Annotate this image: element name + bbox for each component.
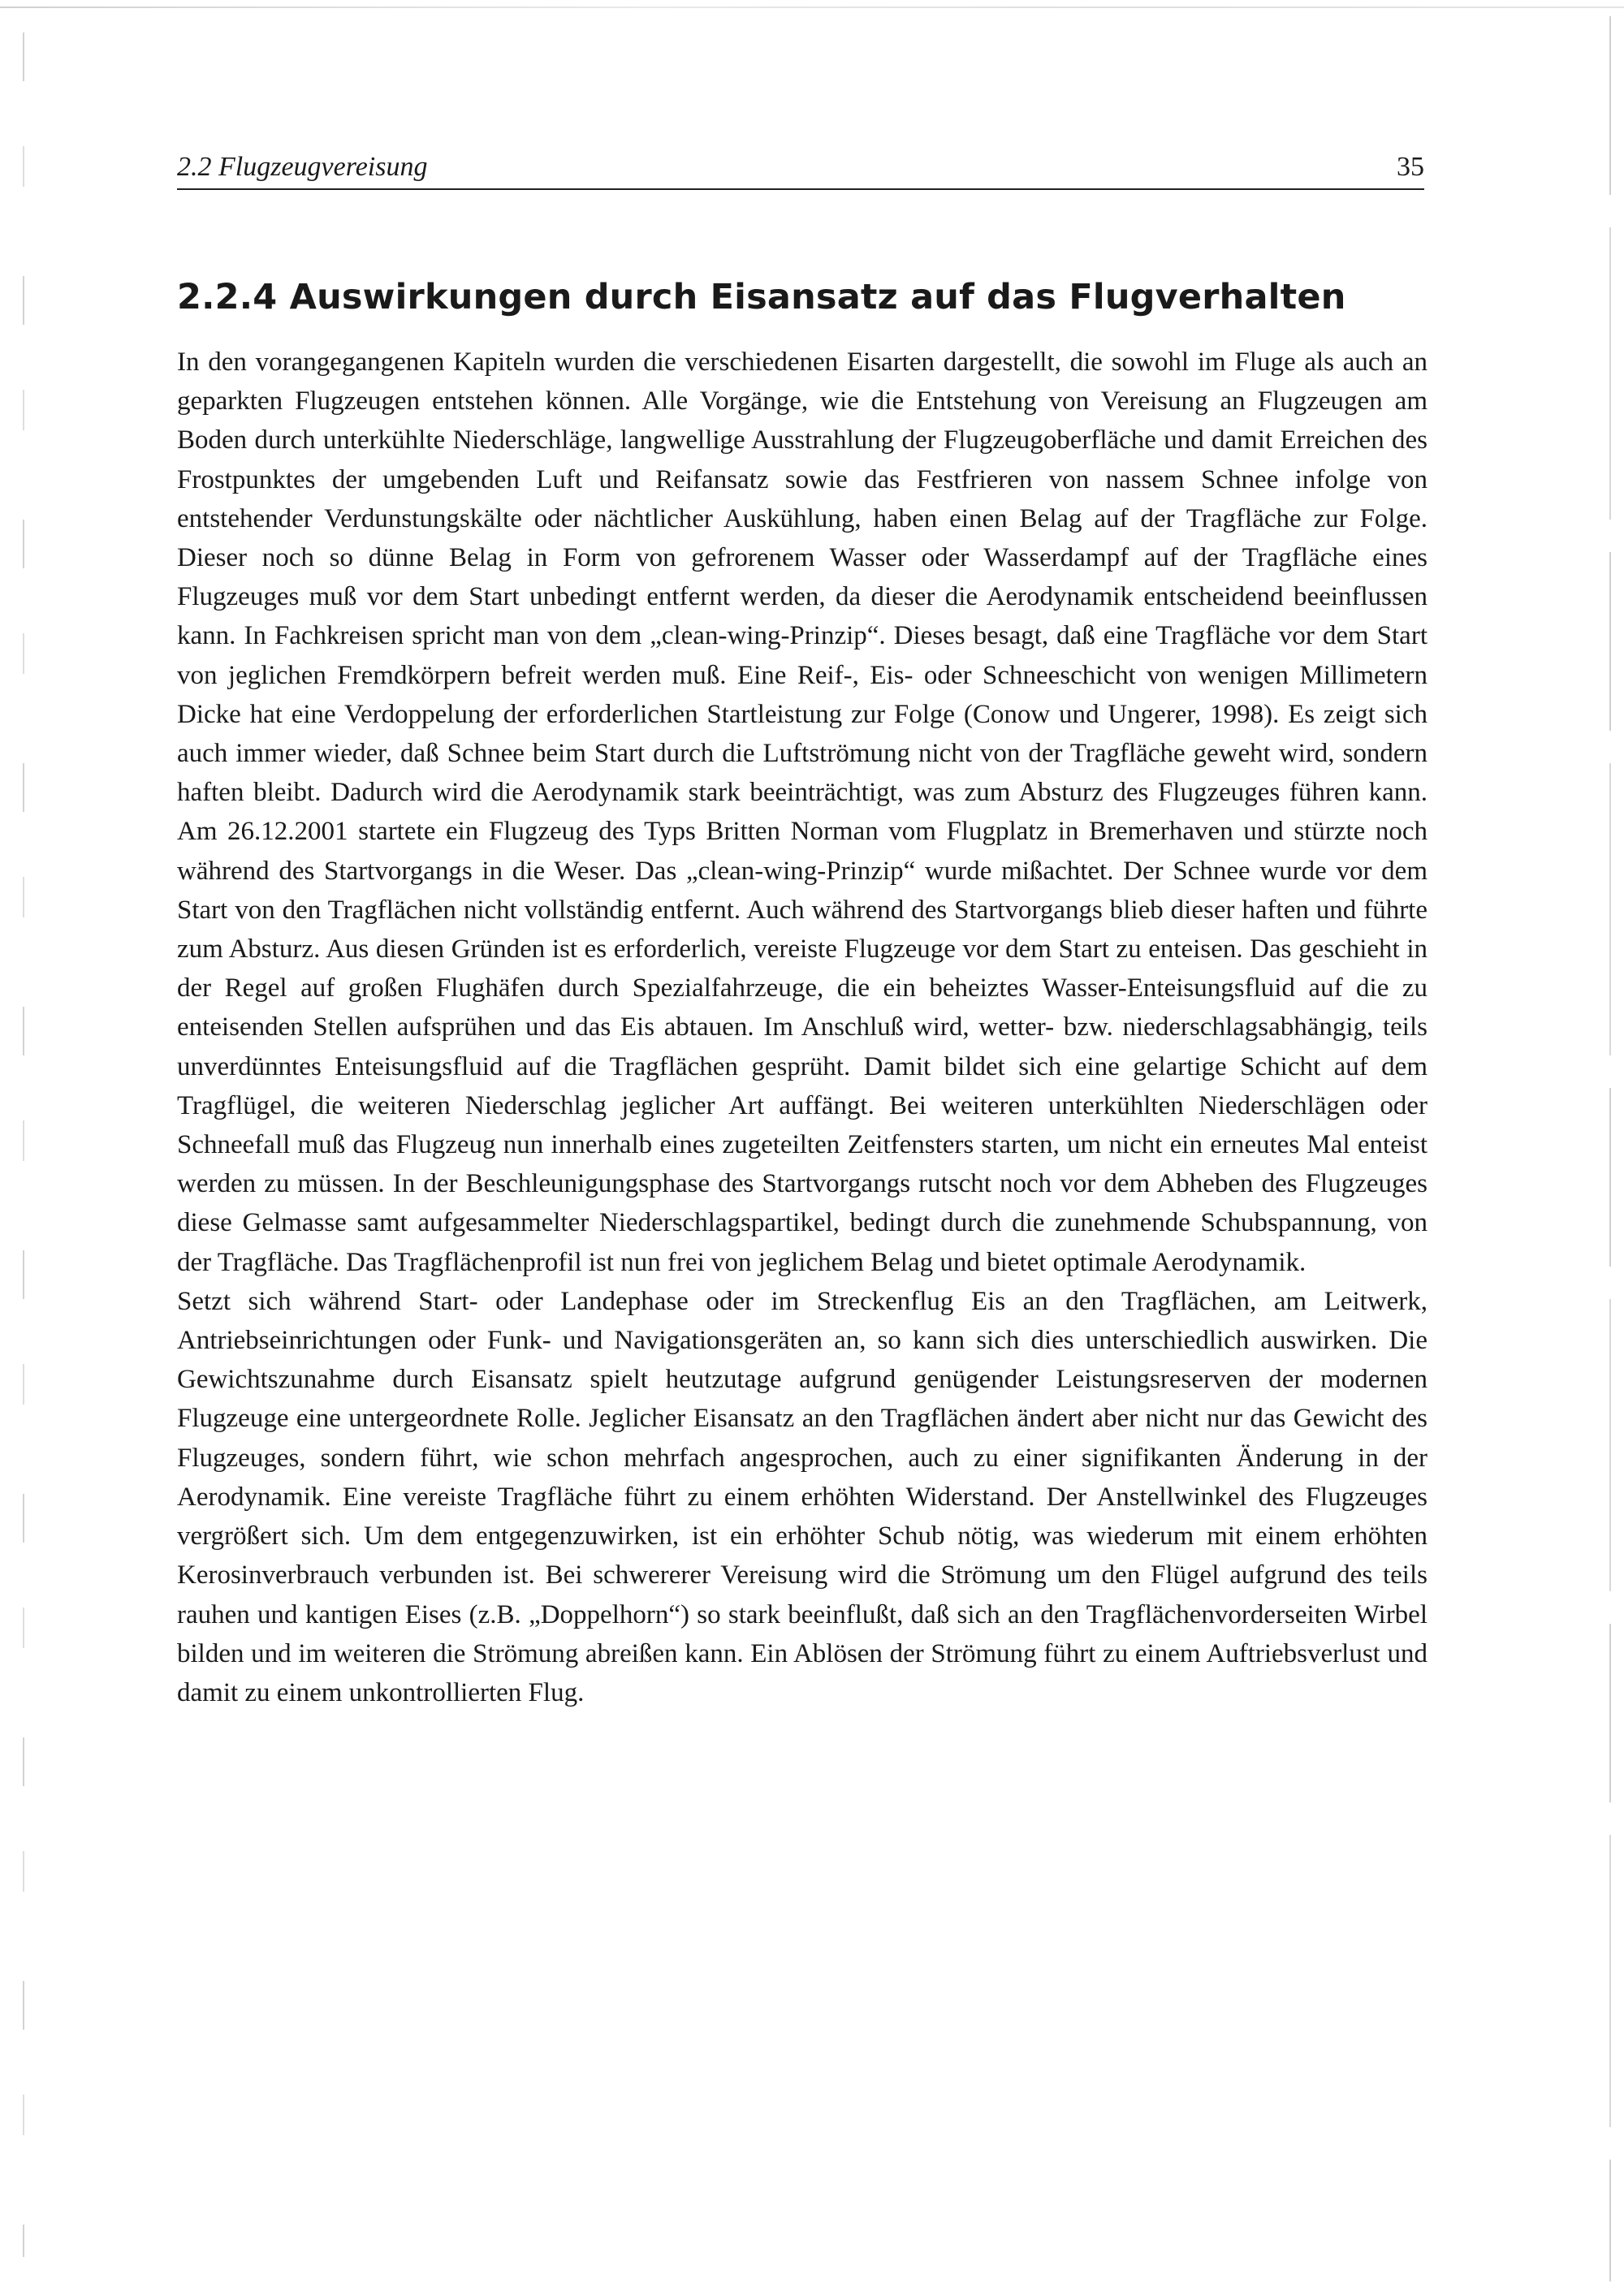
scan-border-right — [1609, 16, 1611, 2281]
scan-border-left — [23, 32, 24, 2257]
page-number: 35 — [1397, 152, 1424, 182]
body-text — [177, 343, 1427, 1712]
paragraph-inflight-icing: Setzt sich während Start- oder Landephase oder im Streckenflug Eis an den Tragflächen, am Leitwerk, Antriebseinrichtungen oder Funk- und Navigationsgeräten an, so kann sich dies unterschiedlich auswirken. Die Gewichtszunahme durch Eisansatz spielt heutzutage aufgrund genügender Leistungsreserven der modernen Flugzeuge eine untergeordnete Rolle. Jeglicher Eisansatz an den Tragflächen ändert aber nicht nur das Gewicht des Flugzeuges, sondern führt, wie schon mehrfach angesprochen, auch zu einer signifikanten Änderung in der Aerodynamik. Eine vereiste Tragfläche führt zu einem erhöhten Widerstand. Der Anstellwinkel des Flugzeuges vergrößert sich. Um dem entgegenzuwirken, ist ein erhöhter Schub nötig, was wiederum mit einem erhöhten Kerosinverbrauch verbunden ist. Bei schwererer Vereisung wird die Strömung um den Flügel aufgrund des teils rauhen und kantigen Eises (z.B. „Doppelhorn“) so stark beeinflußt, daß sich an den Tragflächenvorderseiten Wirbel bilden und im weiteren die Strömung abreißen kann. Ein Ablösen der Strömung führt zu einem Auftriebsverlust und damit zu einem unkontrollierten Flug. — [177, 1286, 1427, 1707]
header-section-label: 2.2 Flugzeugvereisung — [177, 152, 428, 182]
section-heading: 2.2.4 Auswirkungen durch Eisansatz auf das Flugverhalten — [177, 276, 1346, 317]
scan-border-top — [0, 6, 1624, 8]
running-header — [177, 151, 1424, 190]
paragraph-deicing: In den vorangegangenen Kapiteln wurden die verschiedenen Eisarten dargestellt, die sowohl im Fluge als auch an geparkten Flugzeugen entstehen können. Alle Vorgänge, wie die Entstehung von Vereisung an Flugzeugen am Boden durch unterkühlte Niederschläge, langwellige Ausstrahlung der Flugzeugoberfläche und damit Erreichen des Frostpunktes der umgebenden Luft und Reifansatz sowie das Festfrieren von nassem Schnee infolge von entstehender Verdunstungskälte oder nächtlicher Auskühlung, haben einen Belag auf der Tragfläche zur Folge. Dieser noch so dünne Belag in Form von gefrorenem Wasser oder Wasserdampf auf der Tragfläche eines Flugzeuges muß vor dem Start unbedingt entfernt werden, da dieser die Aerodynamik entscheidend beeinflussen kann. In Fachkreisen spricht man von dem „clean-wing-Prinzip“. Dieses besagt, daß eine Tragfläche vor dem Start von jeglichen Fremdkörpern befreit werden muß. Eine Reif-, Eis- oder Schneeschicht von wenigen Millimetern Dicke hat eine Verdoppelung der erforderlichen Startleistung zur Folge (Conow und Ungerer, 1998). Es zeigt sich auch immer wieder, daß Schnee beim Start durch die Luftströmung nicht von der Tragfläche geweht wird, sondern haften bleibt. Dadurch wird die Aerodynamik stark beeinträchtigt, was zum Absturz des Flugzeuges führen kann. Am 26.12.2001 startete ein Flugzeug des Typs Britten Norman vom Flugplatz in Bremerhaven und stürzte noch während des Startvorgangs in die Weser. Das „clean-wing-Prinzip“ wurde mißachtet. Der Schnee wurde vor dem Start von den Tragflächen nicht vollständig entfernt. Auch während des Startvorgangs blieb dieser haften und führte zum Absturz. Aus diesen Gründen ist es erforderlich, vereiste Flugzeuge vor dem Start zu enteisen. Das geschieht in der Regel auf großen Flughäfen durch Spezialfahrzeuge, die ein beheiztes Wasser-Enteisungsfluid auf die zu enteisenden Stellen aufsprühen und das Eis abtauen. Im Anschluß wird, wetter- bzw. niederschlagsabhängig, teils unverdünntes Enteisungsfluid auf die Tragflächen gesprüht. Damit bildet sich eine gelartige Schicht auf dem Tragflügel, die weiteren Niederschlag jeglicher Art auffängt. Bei weiteren unterkühlten Niederschlägen oder Schneefall muß das Flugzeug nun innerhalb eines zugeteilten Zeitfensters starten, um nicht ein erneutes Mal enteist werden zu müssen. In der Beschleunigungsphase des Startvorgangs rutscht noch vor dem Abheben des Flugzeuges diese Gelmasse samt aufgesammelter Niederschlagspartikel, bedingt durch die zunehmende Schubspannung, von der Tragfläche. Das Tragflächenprofil ist nun frei von jeglichem Belag und bietet optimale Aerodynamik. — [177, 347, 1427, 1277]
